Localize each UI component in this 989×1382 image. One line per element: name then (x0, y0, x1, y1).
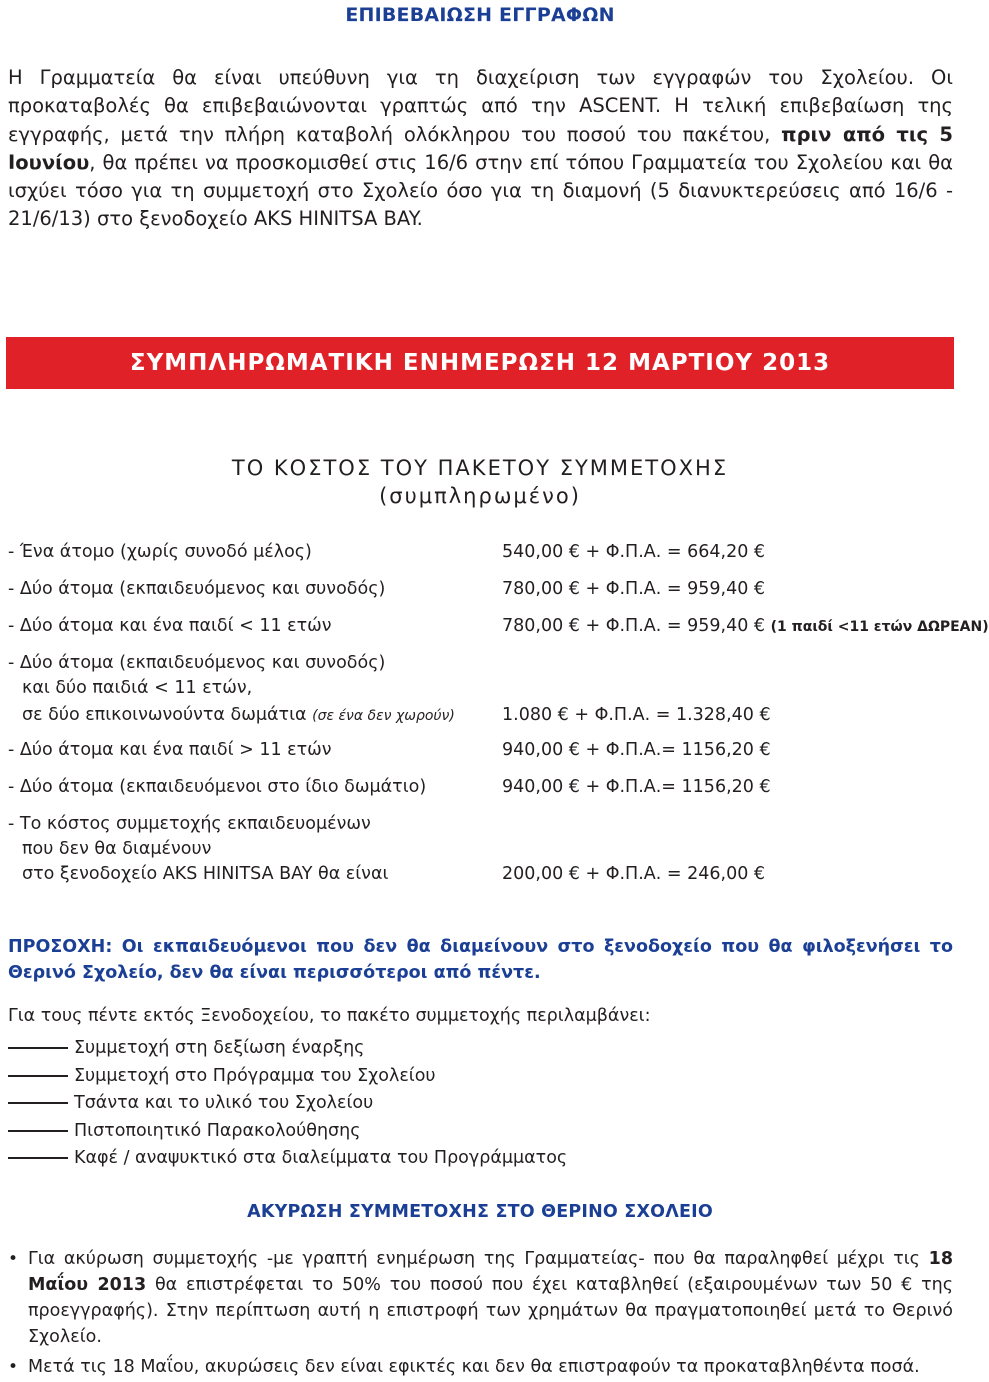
package-item (8, 1121, 361, 1141)
cost-row-price: 940,00 € + Φ.Π.Α.= 1156,20 € (502, 740, 771, 760)
cost-row-price: 1.080 € + Φ.Π.Α. = 1.328,40 € (502, 705, 771, 725)
package-item-label: Συμμετοχή στο Πρόγραμμα του Σχολείου (74, 1066, 436, 1086)
page-title: ΕΠΙΒΕΒΑΙΩΣΗ ΕΓΓΡΑΦΩΝ (345, 4, 615, 26)
cost-row-label-text: σε δύο επικοινωνούντα δωμάτια (22, 705, 307, 725)
package-intro: Για τους πέντε εκτός Ξενοδοχείου, το πακέτο συμμετοχής περιλαμβάνει: (8, 1006, 651, 1026)
package-item (8, 1066, 436, 1086)
cost-row-note: (1 παιδί <11 ετών ΔΩΡΕΑΝ) (770, 619, 989, 635)
intro-text-end: , θα πρέπει να προσκομισθεί στις 16/6 στην επί τόπου Γραμματεία του Σχολείου και θα ισχύει τόσο για τη συμμετοχή στο Σχολείο όσο για τη διαμονή (5 διανυκτερεύσεις από 16/6 - 21/6/13) στο ξενοδοχείο AKS HINITSA BAY. (8, 150, 953, 231)
intro-paragraph (8, 64, 953, 234)
cost-row-price: 200,00 € + Φ.Π.Α. = 246,00 € (502, 864, 766, 884)
cost-row-label: - Δύο άτομα (εκπαιδευόμενος και συνοδός) (8, 653, 386, 673)
cost-row-label: στο ξενοδοχείο AKS HINITSA BAY θα είναι (22, 864, 389, 884)
bullet-icon: • (8, 1357, 19, 1377)
cost-row-label (22, 703, 455, 728)
cost-subtitle: (συμπληρωμένο) (379, 484, 581, 508)
cost-row-label: - Δύο άτομα και ένα παιδί < 11 ετών (8, 616, 332, 636)
cost-row-label: - Δύο άτομα και ένα παιδί > 11 ετών (8, 740, 332, 760)
cost-row-label: - Το κόστος συμμετοχής εκπαιδευομένων (8, 814, 371, 834)
cost-row-price-value: 780,00 € + Φ.Π.Α. = 959,40 € (502, 616, 766, 636)
package-item-label: Τσάντα και το υλικό του Σχολείου (74, 1093, 374, 1113)
cost-row-label: και δύο παιδιά < 11 ετών, (22, 678, 253, 698)
warning-note: ΠΡΟΣΟΧΗ: Οι εκπαιδευόμενοι που δεν θα διαμείνουν στο ξενοδοχείο που θα φιλοξενήσει το Θερινό Σχολείο, δεν θα είναι περισσότεροι από πέντε. (8, 937, 953, 983)
cancellation-deadline: 18 Μαΐου 2013 (28, 1249, 953, 1295)
intro-deadline: πριν από τις 5 Ιουνίου (8, 122, 953, 174)
cost-row-label-note: (σε ένα δεν χωρούν) (312, 708, 455, 724)
cost-row-price (502, 614, 989, 639)
update-banner (6, 337, 954, 389)
cost-row-label: - Δύο άτομα (εκπαιδευόμενοι στο ίδιο δωμάτιο) (8, 777, 427, 797)
update-banner-text: ΣΥΜΠΛΗΡΩΜΑΤΙΚΗ ΕΝΗΜΕΡΩΣΗ 12 ΜΑΡΤΙΟΥ 2013 (129, 350, 831, 376)
bullet-icon: • (8, 1249, 19, 1269)
cancellation-title: ΑΚΥΡΩΣΗ ΣΥΜΜΕΤΟΧΗΣ ΣΤΟ ΘΕΡΙΝΟ ΣΧΟΛΕΙΟ (247, 1202, 713, 1222)
cost-row-label: που δεν θα διαμένουν (22, 839, 212, 859)
package-item-label: Πιστοποιητικό Παρακολούθησης (74, 1121, 361, 1141)
cost-row-label: - Ένα άτομο (χωρίς συνοδό μέλος) (8, 542, 312, 562)
dash-icon (8, 1157, 68, 1159)
dash-icon (8, 1047, 68, 1049)
intro-text: Η Γραμματεία θα είναι υπεύθυνη για τη διαχείριση των εγγραφών του Σχολείου. Οι προκαταβολές θα επιβεβαιώνονται γραπτώς από την ASCENT. Η τελική επιβεβαίωση της εγγραφής, μετά την πλήρη καταβολή ολόκληρου του ποσού του πακέτου, (8, 66, 953, 146)
package-item-label: Καφέ / αναψυκτικό στα διαλείμματα του Προγράμματος (74, 1148, 568, 1168)
package-item (8, 1148, 567, 1168)
cost-row-price: 780,00 € + Φ.Π.Α. = 959,40 € (502, 579, 766, 599)
cost-row-price: 940,00 € + Φ.Π.Α.= 1156,20 € (502, 777, 771, 797)
dash-icon (8, 1130, 68, 1132)
package-item (8, 1093, 373, 1113)
dash-icon (8, 1102, 68, 1104)
package-item-label: Συμμετοχή στη δεξίωση έναρξης (74, 1038, 365, 1058)
cost-row-price: 540,00 € + Φ.Π.Α. = 664,20 € (502, 542, 766, 562)
package-item (8, 1038, 364, 1058)
cost-title: ΤΟ ΚΟΣΤΟΣ ΤΟΥ ΠΑΚΕΤΟΥ ΣΥΜΜΕΤΟΧΗΣ (231, 456, 729, 480)
cancellation-text: Για ακύρωση συμμετοχής -με γραπτή ενημέρωση της Γραμματείας- που θα παραληφθεί μέχρι τις (28, 1249, 929, 1269)
cost-row-label: - Δύο άτομα (εκπαιδευόμενος και συνοδός) (8, 579, 386, 599)
dash-icon (8, 1075, 68, 1077)
cancellation-bullet: Μετά τις 18 Μαΐου, ακυρώσεις δεν είναι εφικτές και δεν θα επιστραφούν τα προκαταβληθέντα ποσά. (28, 1357, 920, 1377)
cancellation-bullet (28, 1246, 953, 1350)
cancellation-text-end: θα επιστρέφεται το 50% του ποσού που έχει καταβληθεί (εξαιρουμένων των 50 € της προεγγραφής). Στην περίπτωση αυτή η επιστροφή των χρημάτων θα πραγματοποιηθεί μετά το Θερινό Σχολείο. (28, 1275, 953, 1347)
